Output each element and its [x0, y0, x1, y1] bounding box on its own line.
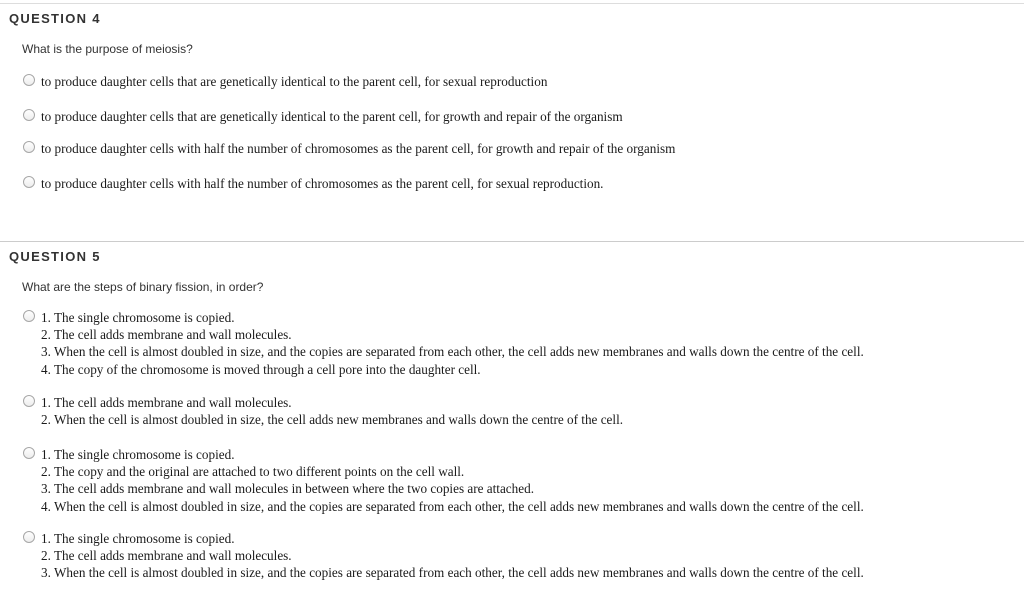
option-label: to produce daughter cells that are genetically identical to the parent cell, for growth and repair of the organism	[41, 109, 623, 124]
question-5-title: QUESTION 5	[9, 249, 101, 264]
step-line: 3. When the cell is almost doubled in size, and the copies are separated from each other, the cell adds new membranes and walls down the centre of the cell.	[41, 565, 864, 581]
step-line: 1. The single chromosome is copied.	[41, 310, 235, 325]
step-line: 2. When the cell is almost doubled in size, the cell adds new membranes and walls down the centre of the cell.	[41, 412, 624, 428]
option-steps	[41, 394, 623, 428]
question-5-option-2[interactable]	[23, 394, 1014, 428]
step-line: 1. The cell adds membrane and wall molecules.	[41, 395, 292, 410]
option-label: to produce daughter cells with half the number of chromosomes as the parent cell, for growth and repair of the organism	[41, 141, 676, 156]
question-5-option-4[interactable]	[23, 530, 1014, 582]
step-line: 1. The single chromosome is copied.	[41, 531, 235, 546]
step-line: 1. The single chromosome is copied.	[41, 447, 235, 462]
radio-button[interactable]	[23, 310, 35, 322]
question-4-option-1[interactable]	[23, 73, 1014, 90]
step-line: 4. When the cell is almost doubled in size, and the copies are separated from each other, the cell adds new membranes and walls down the centre of the cell.	[41, 498, 864, 514]
question-5	[0, 241, 1024, 603]
radio-button[interactable]	[23, 531, 35, 543]
radio-button[interactable]	[23, 74, 35, 86]
step-line: 2. The cell adds membrane and wall molecules.	[41, 548, 292, 564]
question-4-option-2[interactable]	[23, 108, 1014, 125]
radio-button[interactable]	[23, 447, 35, 459]
radio-button[interactable]	[23, 395, 35, 407]
radio-button[interactable]	[23, 109, 35, 121]
question-4	[0, 3, 1024, 240]
step-line: 3. The cell adds membrane and wall molecules in between where the two copies are attached.	[41, 481, 534, 497]
question-5-option-3[interactable]	[23, 446, 1014, 515]
radio-button[interactable]	[23, 141, 35, 153]
question-4-title: QUESTION 4	[9, 11, 101, 26]
option-steps	[41, 446, 864, 515]
step-line: 3. When the cell is almost doubled in size, and the copies are separated from each other, the cell adds new membranes and walls down the centre of the cell.	[41, 344, 864, 360]
option-label: to produce daughter cells that are genetically identical to the parent cell, for sexual reproduction	[41, 74, 548, 89]
radio-button[interactable]	[23, 176, 35, 188]
question-4-option-3[interactable]	[23, 140, 1014, 157]
option-steps	[41, 309, 864, 378]
option-label: to produce daughter cells with half the number of chromosomes as the parent cell, for sexual reproduction.	[41, 176, 604, 191]
option-steps	[41, 530, 864, 582]
step-line: 2. The cell adds membrane and wall molecules.	[41, 327, 292, 343]
question-4-option-4[interactable]	[23, 175, 1014, 192]
question-4-prompt: What is the purpose of meiosis?	[22, 42, 193, 56]
step-line: 2. The copy and the original are attached to two different points on the cell wall.	[41, 464, 465, 480]
question-5-option-1[interactable]	[23, 309, 1014, 378]
step-line: 4. The copy of the chromosome is moved through a cell pore into the daughter cell.	[41, 361, 481, 377]
question-5-prompt: What are the steps of binary fission, in order?	[22, 280, 264, 294]
